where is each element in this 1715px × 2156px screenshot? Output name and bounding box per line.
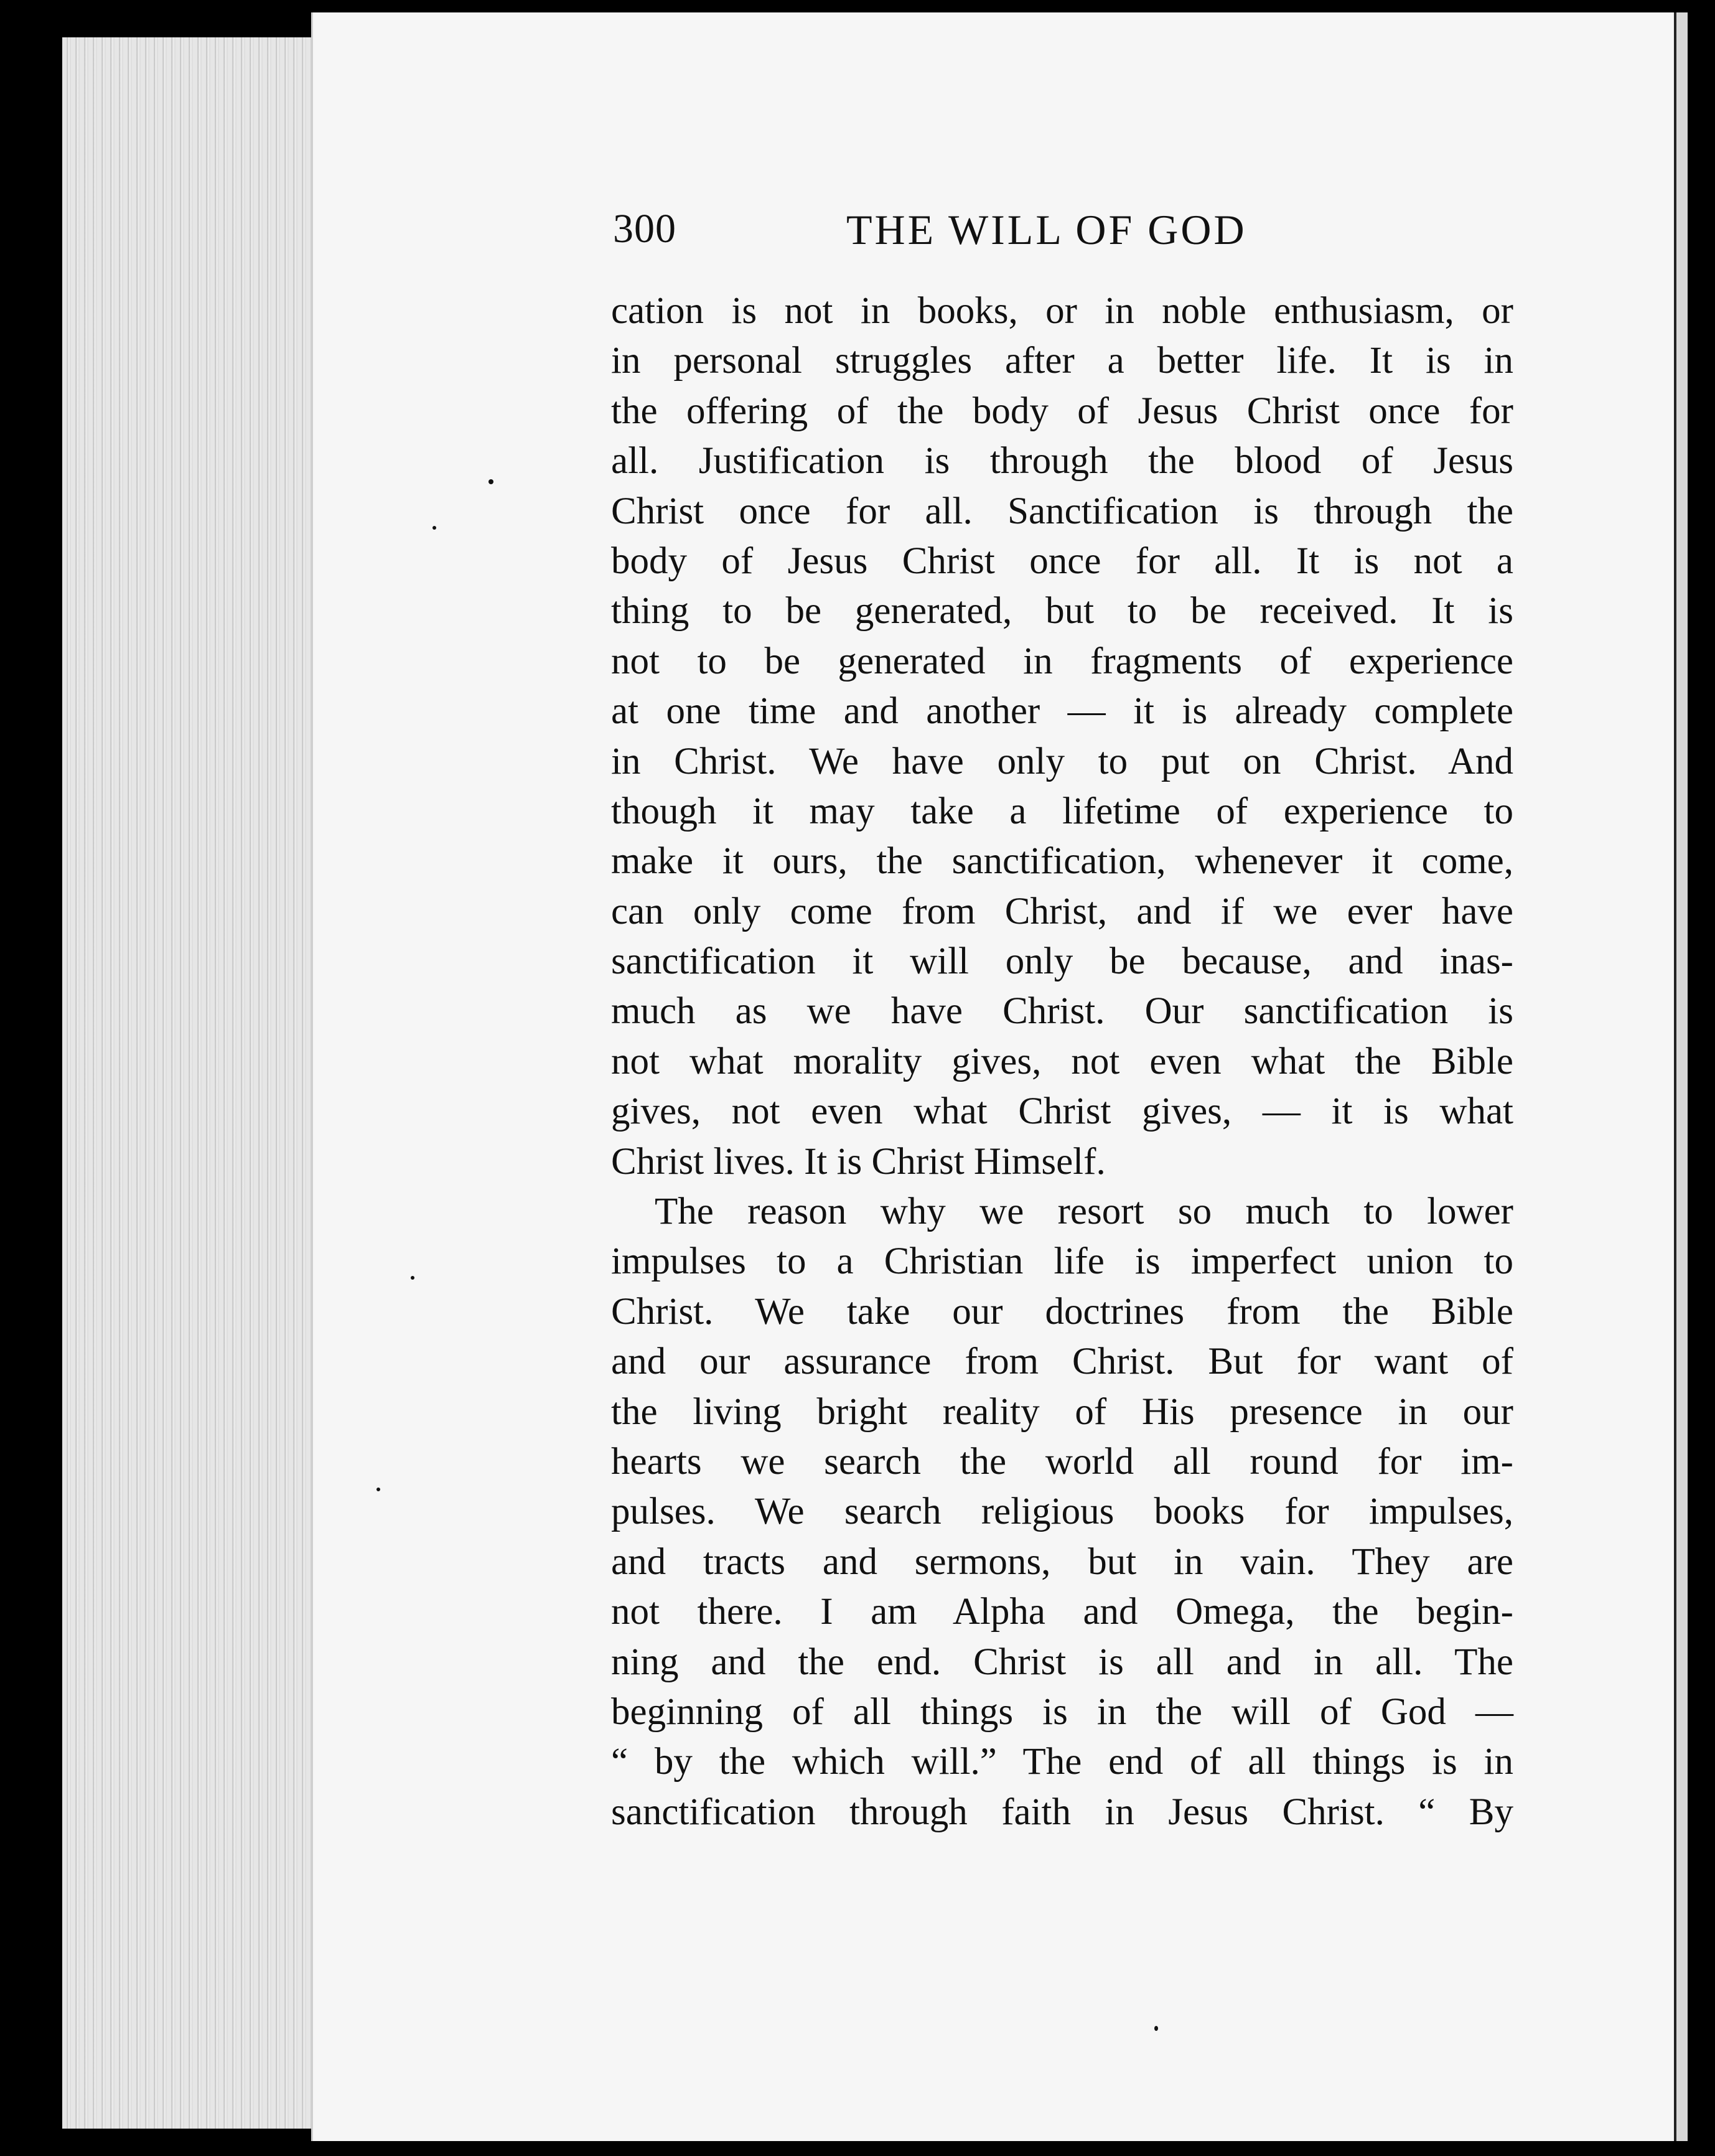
text-line: though it may take a lifetime of experience to	[611, 790, 1513, 832]
text-line: thing to be generated, but to be received. It is	[611, 590, 1513, 632]
text-line: body of Jesus Christ once for all. It is not a	[611, 540, 1513, 582]
page-right-edge	[1674, 12, 1688, 2141]
paragraph-1	[611, 286, 1513, 1187]
page-stack-edge	[62, 37, 325, 2129]
text-line: Christ lives. It is Christ Himself.	[611, 1140, 1106, 1183]
body-text	[611, 286, 1513, 1837]
text-line: in Christ. We have only to put on Christ. And	[611, 740, 1513, 782]
paragraph-2	[611, 1187, 1513, 1837]
text-line: impulses to a Christian life is imperfect union to	[611, 1240, 1513, 1283]
text-line: “ by the which will.” The end of all things is in	[611, 1741, 1513, 1783]
text-line: all. Justification is through the blood of Jesus	[611, 440, 1513, 482]
margin-speck	[411, 1276, 414, 1280]
text-line: and tracts and sermons, but in vain. They are	[611, 1540, 1513, 1583]
text-line: Christ once for all. Sanctification is through the	[611, 490, 1513, 532]
text-line: pulses. We search religious books for impulses,	[611, 1491, 1513, 1533]
text-line: beginning of all things is in the will of God —	[611, 1690, 1513, 1733]
text-line: make it ours, the sanctification, whenever it come,	[611, 840, 1513, 883]
running-head	[613, 205, 1297, 268]
text-line: can only come from Christ, and if we ever have	[611, 890, 1513, 932]
margin-speck	[432, 526, 436, 530]
text-line: Christ. We take our doctrines from the Bible	[611, 1290, 1513, 1333]
text-line: sanctification it will only be because, and inas-	[611, 940, 1513, 983]
margin-speck	[376, 1488, 380, 1491]
text-line: not to be generated in fragments of experience	[611, 640, 1513, 682]
text-line: the living bright reality of His presence in our	[611, 1390, 1513, 1433]
text-line: not what morality gives, not even what the Bible	[611, 1040, 1513, 1082]
text-line: hearts we search the world all round for im-	[611, 1440, 1513, 1483]
text-line: The reason why we resort so much to lower	[655, 1191, 1513, 1233]
text-line: cation is not in books, or in noble enthusiasm, or	[611, 290, 1513, 332]
margin-speck	[488, 479, 493, 484]
running-title: THE WILL OF GOD	[846, 206, 1247, 253]
page-number: 300	[613, 206, 676, 251]
text-line: the offering of the body of Jesus Christ once for	[611, 390, 1513, 432]
text-line: ning and the end. Christ is all and in all. The	[611, 1641, 1513, 1683]
text-line: at one time and another — it is already complete	[611, 690, 1513, 733]
text-line: not there. I am Alpha and Omega, the begin-	[611, 1591, 1513, 1633]
text-line: sanctification through faith in Jesus Christ. “ By	[611, 1791, 1513, 1833]
text-line: and our assurance from Christ. But for want of	[611, 1341, 1513, 1383]
text-line: gives, not even what Christ gives, — it is what	[611, 1090, 1513, 1133]
text-line: much as we have Christ. Our sanctification is	[611, 990, 1513, 1033]
text-line: in personal struggles after a better life. It is in	[611, 340, 1513, 382]
margin-speck	[1154, 2026, 1158, 2031]
